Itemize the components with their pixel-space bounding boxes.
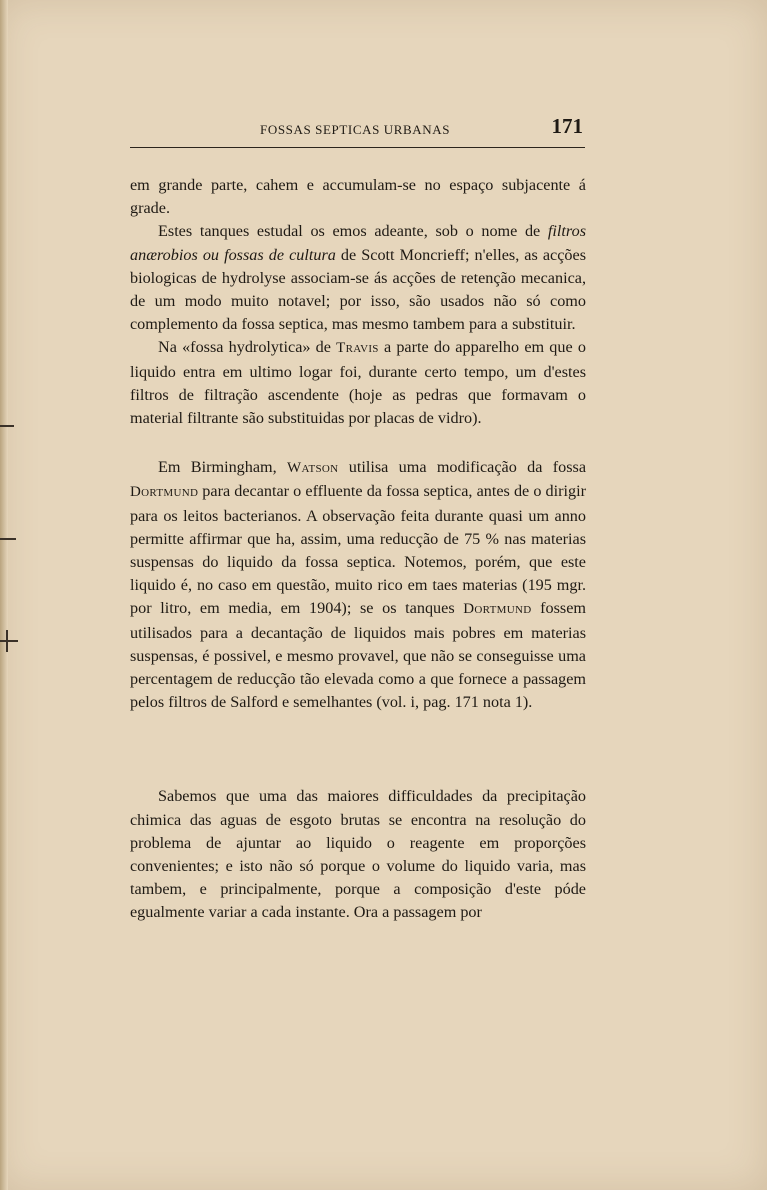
page-edge-shadow — [0, 0, 8, 1190]
page-header — [130, 112, 585, 148]
margin-mark — [0, 538, 16, 540]
running-head: FOSSAS SEPTICAS URBANAS — [260, 122, 451, 137]
paragraph-3: Na «fossa hydrolytica» de Travis a parte do apparelho em que o liquido entra em ultimo logar foi, durante certo tempo, um d'estes filtros de filtração ascendente (hoje as pedras que formavam o material filtrante são substituidas por placas de vidro). — [130, 338, 586, 428]
body-text — [130, 174, 586, 925]
section-space — [130, 714, 586, 785]
section-space — [130, 430, 586, 456]
header-rule — [130, 147, 585, 148]
paragraph-2: Estes tanques estudal os emos adeante, sob o nome de filtros anærobios ou fossas de cultura de Scott Moncrieff; n'elles, as acções biologicas de hydrolyse associam-se ás acções de retenção mecanica, de um modo muito notavel; por isso, são usados não só como complemento da fossa septica, mas mesmo tambem para a substituir. — [130, 222, 586, 334]
proper-name: Dortmund — [463, 601, 532, 618]
italic-term: filtros anærobios ou fossas de cultura — [130, 222, 586, 264]
author-name: Watson — [287, 460, 339, 477]
paragraph-5: Sabemos que uma das maiores difficuldades da precipitação chimica das aguas de esgoto brutas se encontra na resolução do problema de ajuntar ao liquido o reagente em proporções convenientes; e isto não só porque o volume do liquido varia, mas tambem, e principalmente, porque a composição d'este póde egualmente variar a cada instante. Ora a passagem por — [130, 787, 586, 922]
margin-mark — [0, 425, 14, 427]
proper-name: Dortmund — [130, 484, 199, 501]
margin-mark — [0, 640, 18, 642]
paragraph-1: em grande parte, cahem e accumulam-se no espaço subjacente á grade. — [130, 176, 586, 218]
author-name: Travis — [336, 340, 379, 357]
page-number: 171 — [551, 114, 583, 138]
margin-mark — [6, 630, 8, 652]
paragraph-4: Em Birmingham, Watson utilisa uma modificação da fossa Dortmund para decantar o effluente da fossa septica, antes de o dirigir para os leitos bacterianos. A observação feita durante quasi um anno permitte affirmar que ha, assim, uma reducção de 75 % nas materias suspensas do liquido da fossa septica. Notemos, porém, que este liquido é, no caso em questão, muito rico em taes materias (195 mgr. por litro, em media, em 1904); se os tanques Dortmund fossem utilisados para a decantação de liquidos mais pobres em materias suspensas, é possivel, e mesmo provavel, que não se conseguisse uma percentagem de reducção tão elevada como a que fornece a passagem pelos filtros de Salford e semelhantes (vol. i, pag. 171 nota 1). — [130, 458, 587, 712]
